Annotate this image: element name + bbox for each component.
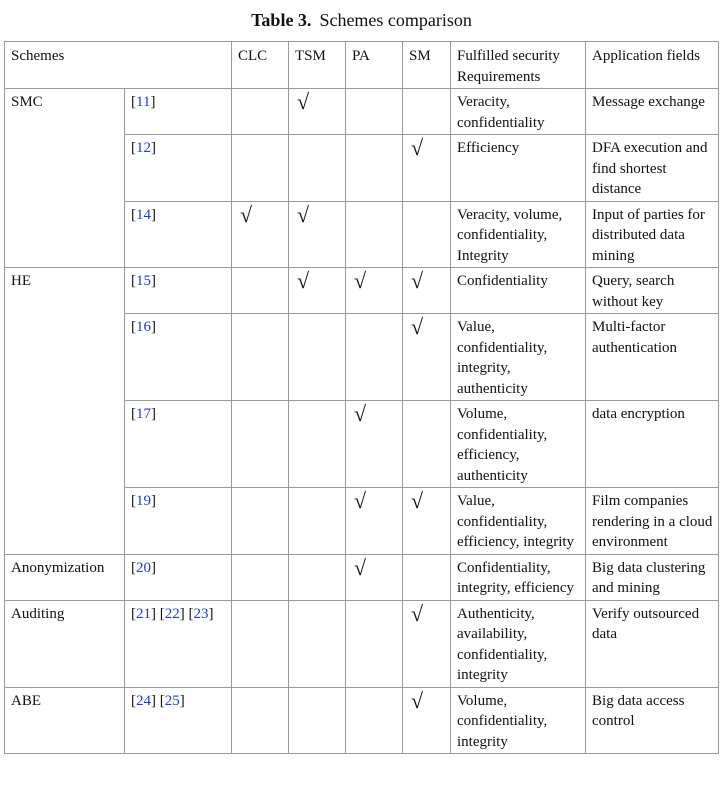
checkmark-icon: √ — [411, 314, 424, 339]
reference-cell: [24] [25] — [125, 687, 232, 754]
tick-cell-sm — [403, 600, 451, 687]
citation-link[interactable]: 25 — [164, 692, 180, 709]
tick-cell-pa — [346, 135, 403, 202]
table-row — [5, 554, 719, 600]
checkmark-icon: √ — [240, 201, 253, 227]
table-row — [5, 268, 719, 314]
tick-cell-tsm — [289, 89, 346, 135]
header-pa: PA — [346, 42, 403, 89]
header-tsm: TSM — [289, 42, 346, 89]
reference-cell: [11] — [125, 89, 232, 135]
citation-link[interactable]: 19 — [136, 493, 151, 509]
header-requirements: Fulfilled security Requirements — [451, 42, 586, 89]
reference-cell: [20] — [125, 554, 232, 600]
reference-cell: [17] — [125, 401, 232, 488]
tick-cell-tsm — [289, 488, 346, 555]
citation-link[interactable]: 16 — [136, 319, 151, 335]
scheme-name: ABE — [5, 687, 125, 754]
header-row — [5, 42, 719, 89]
scheme-name: Auditing — [5, 600, 125, 687]
requirements-cell: Authenticity, availability, confidentiality, integrity — [451, 600, 586, 687]
tick-cell-sm — [403, 687, 451, 754]
application-cell: Film companies rendering in a cloud environment — [586, 488, 719, 555]
tick-cell-sm — [403, 488, 451, 555]
application-cell: Input of parties for distributed data mining — [586, 201, 719, 268]
reference-cell: [14] — [125, 201, 232, 268]
table-body — [5, 89, 719, 754]
tick-cell-sm — [403, 201, 451, 268]
tick-cell-sm — [403, 554, 451, 600]
citation-link[interactable]: 21 — [136, 605, 151, 622]
header-schemes: Schemes — [5, 42, 232, 89]
tick-cell-tsm — [289, 268, 346, 314]
checkmark-icon: √ — [297, 89, 310, 114]
tick-cell-pa — [346, 600, 403, 687]
tick-cell-sm — [403, 89, 451, 135]
checkmark-icon: √ — [297, 268, 310, 293]
tick-cell-pa — [346, 89, 403, 135]
table-row — [5, 89, 719, 135]
citation-link[interactable]: 15 — [136, 273, 151, 289]
table-row — [5, 687, 719, 754]
requirements-cell: Confidentiality, integrity, efficiency — [451, 554, 586, 600]
reference-cell: [21] [22] [23] — [125, 600, 232, 687]
tick-cell-tsm — [289, 201, 346, 268]
tick-cell-clc — [232, 600, 289, 687]
citation-link[interactable]: 17 — [136, 406, 151, 422]
header-clc: CLC — [232, 42, 289, 89]
requirements-cell: Volume, confidentiality, efficiency, authenticity — [451, 401, 586, 488]
checkmark-icon: √ — [411, 268, 424, 293]
tick-cell-pa — [346, 687, 403, 754]
checkmark-icon: √ — [354, 268, 367, 293]
tick-cell-sm — [403, 135, 451, 202]
requirements-cell: Value, confidentiality, integrity, authenticity — [451, 314, 586, 401]
tick-cell-tsm — [289, 314, 346, 401]
tick-cell-pa — [346, 314, 403, 401]
tick-cell-pa — [346, 201, 403, 268]
checkmark-icon: √ — [411, 135, 424, 160]
tick-cell-pa — [346, 401, 403, 488]
checkmark-icon: √ — [411, 687, 424, 713]
requirements-cell: Value, confidentiality, efficiency, integrity — [451, 488, 586, 555]
tick-cell-pa — [346, 488, 403, 555]
citation-link[interactable]: 14 — [136, 206, 151, 223]
checkmark-icon: √ — [411, 600, 424, 626]
application-cell: Big data clustering and mining — [586, 554, 719, 600]
checkmark-icon: √ — [354, 554, 367, 580]
tick-cell-sm — [403, 314, 451, 401]
application-cell: DFA execution and find shortest distance — [586, 135, 719, 202]
scheme-name: HE — [5, 268, 125, 555]
citation-link[interactable]: 22 — [164, 605, 180, 622]
table-caption — [0, 8, 723, 32]
citation-link[interactable]: 24 — [136, 692, 151, 709]
table-row — [5, 600, 719, 687]
citation-link[interactable]: 23 — [193, 605, 209, 622]
scheme-name: Anonymization — [5, 554, 125, 600]
tick-cell-tsm — [289, 135, 346, 202]
application-cell: Multi-factor authentication — [586, 314, 719, 401]
schemes-comparison-table — [4, 41, 719, 754]
requirements-cell: Veracity, volume, confidentiality, Integrity — [451, 201, 586, 268]
tick-cell-clc — [232, 201, 289, 268]
tick-cell-sm — [403, 268, 451, 314]
tick-cell-clc — [232, 401, 289, 488]
application-cell: Query, search without key — [586, 268, 719, 314]
reference-cell: [15] — [125, 268, 232, 314]
checkmark-icon: √ — [297, 201, 310, 227]
citation-link[interactable]: 11 — [136, 94, 151, 110]
reference-cell: [19] — [125, 488, 232, 555]
tick-cell-tsm — [289, 687, 346, 754]
requirements-cell: Volume, confidentiality, integrity — [451, 687, 586, 754]
header-sm: SM — [403, 42, 451, 89]
scheme-name: SMC — [5, 89, 125, 268]
reference-cell: [16] — [125, 314, 232, 401]
application-cell: data encryption — [586, 401, 719, 488]
requirements-cell: Efficiency — [451, 135, 586, 202]
checkmark-icon: √ — [411, 488, 424, 513]
tick-cell-clc — [232, 488, 289, 555]
tick-cell-pa — [346, 554, 403, 600]
caption-label: Table 3. — [251, 10, 312, 30]
checkmark-icon: √ — [354, 401, 367, 426]
tick-cell-clc — [232, 554, 289, 600]
tick-cell-sm — [403, 401, 451, 488]
tick-cell-clc — [232, 687, 289, 754]
tick-cell-tsm — [289, 401, 346, 488]
tick-cell-clc — [232, 135, 289, 202]
application-cell: Message exchange — [586, 89, 719, 135]
checkmark-icon: √ — [354, 488, 367, 513]
citation-link[interactable]: 20 — [136, 559, 151, 576]
requirements-cell: Confidentiality — [451, 268, 586, 314]
caption-title: Schemes comparison — [319, 10, 472, 30]
application-cell: Big data access control — [586, 687, 719, 754]
application-cell: Verify outsourced data — [586, 600, 719, 687]
tick-cell-clc — [232, 314, 289, 401]
tick-cell-clc — [232, 89, 289, 135]
header-application: Application fields — [586, 42, 719, 89]
reference-cell: [12] — [125, 135, 232, 202]
requirements-cell: Veracity, confidentiality — [451, 89, 586, 135]
citation-link[interactable]: 12 — [136, 140, 151, 156]
tick-cell-clc — [232, 268, 289, 314]
tick-cell-tsm — [289, 554, 346, 600]
tick-cell-tsm — [289, 600, 346, 687]
tick-cell-pa — [346, 268, 403, 314]
